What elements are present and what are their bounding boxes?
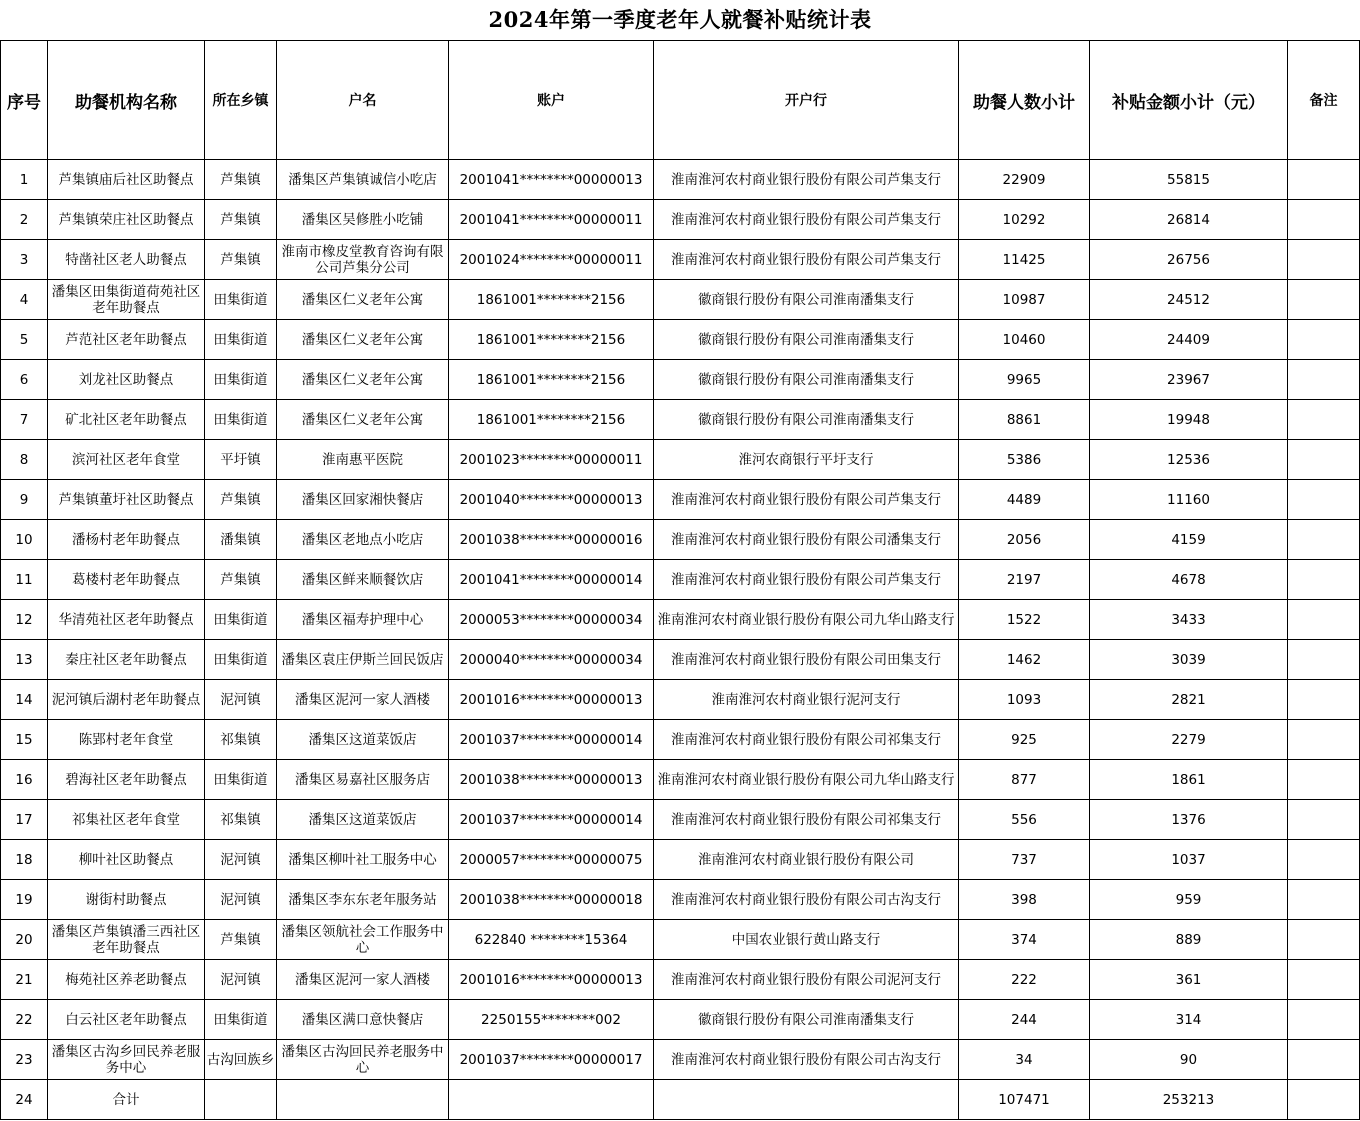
cell-bank — [654, 1080, 959, 1120]
cell-bank: 淮南淮河农村商业银行股份有限公司 — [654, 840, 959, 880]
cell-org: 秦庄社区老年助餐点 — [48, 640, 205, 680]
cell-bank: 淮河农商银行平圩支行 — [654, 440, 959, 480]
cell-people: 374 — [959, 920, 1090, 960]
cell-amount: 2821 — [1090, 680, 1288, 720]
cell-bank: 徽商银行股份有限公司淮南潘集支行 — [654, 360, 959, 400]
cell-people: 34 — [959, 1040, 1090, 1080]
header-org: 助餐机构名称 — [48, 41, 205, 160]
cell-remark — [1288, 840, 1360, 880]
cell-amount: 24512 — [1090, 280, 1288, 320]
cell-remark — [1288, 1040, 1360, 1080]
cell-remark — [1288, 800, 1360, 840]
cell-town: 泥河镇 — [205, 680, 277, 720]
cell-bank: 淮南淮河农村商业银行股份有限公司祁集支行 — [654, 800, 959, 840]
table-row — [1, 200, 1360, 240]
cell-people: 2197 — [959, 560, 1090, 600]
cell-org: 潘杨村老年助餐点 — [48, 520, 205, 560]
cell-org: 祁集社区老年食堂 — [48, 800, 205, 840]
cell-org: 芦集镇董圩社区助餐点 — [48, 480, 205, 520]
cell-amount: 26814 — [1090, 200, 1288, 240]
cell-town: 泥河镇 — [205, 840, 277, 880]
cell-org: 刘龙社区助餐点 — [48, 360, 205, 400]
cell-bank: 淮南淮河农村商业银行股份有限公司芦集支行 — [654, 160, 959, 200]
table-row — [1, 680, 1360, 720]
table-row — [1, 800, 1360, 840]
cell-account-name: 潘集区吴修胜小吃铺 — [277, 200, 449, 240]
cell-people: 4489 — [959, 480, 1090, 520]
cell-account: 2001038********00000013 — [449, 760, 654, 800]
cell-remark — [1288, 1000, 1360, 1040]
cell-amount: 1376 — [1090, 800, 1288, 840]
cell-account: 1861001********2156 — [449, 280, 654, 320]
cell-account — [449, 1080, 654, 1120]
cell-town: 田集街道 — [205, 1000, 277, 1040]
cell-town: 田集街道 — [205, 640, 277, 680]
cell-remark — [1288, 560, 1360, 600]
cell-account-name: 淮南市橡皮堂教育咨询有限公司芦集分公司 — [277, 240, 449, 280]
cell-account: 2000057********00000075 — [449, 840, 654, 880]
cell-seq: 20 — [1, 920, 48, 960]
cell-account-name: 潘集区易嘉社区服务店 — [277, 760, 449, 800]
cell-bank: 淮南淮河农村商业银行股份有限公司古沟支行 — [654, 1040, 959, 1080]
cell-bank: 中国农业银行黄山路支行 — [654, 920, 959, 960]
table-row — [1, 1080, 1360, 1120]
header-seq: 序号 — [1, 41, 48, 160]
cell-amount: 23967 — [1090, 360, 1288, 400]
cell-town — [205, 1080, 277, 1120]
table-row — [1, 400, 1360, 440]
table-row — [1, 360, 1360, 400]
cell-remark — [1288, 240, 1360, 280]
cell-bank: 淮南淮河农村商业银行股份有限公司九华山路支行 — [654, 760, 959, 800]
header-account-name: 户名 — [277, 41, 449, 160]
cell-seq: 3 — [1, 240, 48, 280]
cell-account: 2001023********00000011 — [449, 440, 654, 480]
cell-seq: 22 — [1, 1000, 48, 1040]
cell-remark — [1288, 200, 1360, 240]
cell-people: 5386 — [959, 440, 1090, 480]
cell-seq: 21 — [1, 960, 48, 1000]
table-row — [1, 920, 1360, 960]
cell-org: 芦集镇庙后社区助餐点 — [48, 160, 205, 200]
cell-seq: 13 — [1, 640, 48, 680]
cell-account-name: 潘集区满口意快餐店 — [277, 1000, 449, 1040]
table-row — [1, 1000, 1360, 1040]
table-row — [1, 480, 1360, 520]
cell-account: 622840 ********15364 — [449, 920, 654, 960]
cell-seq: 15 — [1, 720, 48, 760]
cell-seq: 5 — [1, 320, 48, 360]
cell-account: 2001038********00000018 — [449, 880, 654, 920]
cell-account-name: 潘集区仁义老年公寓 — [277, 360, 449, 400]
header-row — [1, 41, 1360, 160]
table-row — [1, 720, 1360, 760]
cell-account-name: 潘集区福寿护理中心 — [277, 600, 449, 640]
cell-remark — [1288, 600, 1360, 640]
cell-account-name: 潘集区回家湘快餐店 — [277, 480, 449, 520]
cell-people: 925 — [959, 720, 1090, 760]
subsidy-table — [0, 40, 1360, 1120]
table-row — [1, 600, 1360, 640]
cell-account: 1861001********2156 — [449, 360, 654, 400]
cell-bank: 徽商银行股份有限公司淮南潘集支行 — [654, 400, 959, 440]
cell-seq: 4 — [1, 280, 48, 320]
cell-amount: 26756 — [1090, 240, 1288, 280]
cell-account-name: 潘集区领航社会工作服务中心 — [277, 920, 449, 960]
table-row — [1, 240, 1360, 280]
cell-account-name: 潘集区这道菜饭店 — [277, 720, 449, 760]
cell-bank: 淮南淮河农村商业银行股份有限公司芦集支行 — [654, 560, 959, 600]
cell-amount: 2279 — [1090, 720, 1288, 760]
cell-org: 梅苑社区养老助餐点 — [48, 960, 205, 1000]
cell-town: 泥河镇 — [205, 960, 277, 1000]
cell-people: 22909 — [959, 160, 1090, 200]
cell-people: 1093 — [959, 680, 1090, 720]
cell-bank: 淮南淮河农村商业银行股份有限公司九华山路支行 — [654, 600, 959, 640]
cell-bank: 淮南淮河农村商业银行股份有限公司古沟支行 — [654, 880, 959, 920]
cell-remark — [1288, 1080, 1360, 1120]
cell-account: 2001041********00000014 — [449, 560, 654, 600]
cell-people: 1522 — [959, 600, 1090, 640]
cell-amount: 90 — [1090, 1040, 1288, 1080]
header-town: 所在乡镇 — [205, 41, 277, 160]
cell-people: 8861 — [959, 400, 1090, 440]
cell-seq: 18 — [1, 840, 48, 880]
cell-bank: 淮南淮河农村商业银行股份有限公司祁集支行 — [654, 720, 959, 760]
cell-town: 祁集镇 — [205, 720, 277, 760]
cell-account-name: 潘集区仁义老年公寓 — [277, 320, 449, 360]
cell-bank: 徽商银行股份有限公司淮南潘集支行 — [654, 1000, 959, 1040]
cell-remark — [1288, 640, 1360, 680]
cell-org: 葛楼村老年助餐点 — [48, 560, 205, 600]
cell-remark — [1288, 520, 1360, 560]
cell-town: 田集街道 — [205, 360, 277, 400]
cell-org: 泥河镇后湖村老年助餐点 — [48, 680, 205, 720]
cell-org: 特凿社区老人助餐点 — [48, 240, 205, 280]
cell-amount: 24409 — [1090, 320, 1288, 360]
cell-account: 2001040********00000013 — [449, 480, 654, 520]
cell-people: 11425 — [959, 240, 1090, 280]
cell-bank: 淮南淮河农村商业银行股份有限公司芦集支行 — [654, 240, 959, 280]
table-row — [1, 440, 1360, 480]
cell-remark — [1288, 920, 1360, 960]
table-row — [1, 160, 1360, 200]
header-amount: 补贴金额小计（元） — [1090, 41, 1288, 160]
cell-account-name: 潘集区袁庄伊斯兰回民饭店 — [277, 640, 449, 680]
cell-seq: 23 — [1, 1040, 48, 1080]
cell-town: 泥河镇 — [205, 880, 277, 920]
cell-account-name: 潘集区鲜来顺餐饮店 — [277, 560, 449, 600]
cell-people: 2056 — [959, 520, 1090, 560]
cell-seq: 24 — [1, 1080, 48, 1120]
cell-org: 合计 — [48, 1080, 205, 1120]
cell-bank: 淮南淮河农村商业银行股份有限公司泥河支行 — [654, 960, 959, 1000]
header-people: 助餐人数小计 — [959, 41, 1090, 160]
cell-org: 华清苑社区老年助餐点 — [48, 600, 205, 640]
table-row — [1, 640, 1360, 680]
cell-account-name: 潘集区老地点小吃店 — [277, 520, 449, 560]
cell-remark — [1288, 160, 1360, 200]
cell-remark — [1288, 760, 1360, 800]
cell-people: 244 — [959, 1000, 1090, 1040]
table-row — [1, 1040, 1360, 1080]
cell-amount: 1037 — [1090, 840, 1288, 880]
cell-people: 107471 — [959, 1080, 1090, 1120]
cell-account: 2250155********002 — [449, 1000, 654, 1040]
header-bank: 开户行 — [654, 41, 959, 160]
cell-org: 矿北社区老年助餐点 — [48, 400, 205, 440]
cell-town: 芦集镇 — [205, 480, 277, 520]
table-row — [1, 960, 1360, 1000]
cell-town: 芦集镇 — [205, 920, 277, 960]
cell-account: 2001037********00000014 — [449, 800, 654, 840]
cell-amount: 361 — [1090, 960, 1288, 1000]
cell-account: 2001041********00000011 — [449, 200, 654, 240]
cell-amount: 253213 — [1090, 1080, 1288, 1120]
cell-org: 柳叶社区助餐点 — [48, 840, 205, 880]
cell-people: 10460 — [959, 320, 1090, 360]
cell-amount: 55815 — [1090, 160, 1288, 200]
cell-account: 1861001********2156 — [449, 320, 654, 360]
cell-account-name: 潘集区仁义老年公寓 — [277, 400, 449, 440]
table-row — [1, 880, 1360, 920]
cell-town: 祁集镇 — [205, 800, 277, 840]
cell-people: 1462 — [959, 640, 1090, 680]
cell-seq: 6 — [1, 360, 48, 400]
cell-town: 田集街道 — [205, 280, 277, 320]
cell-amount: 4678 — [1090, 560, 1288, 600]
cell-people: 222 — [959, 960, 1090, 1000]
cell-account-name: 潘集区这道菜饭店 — [277, 800, 449, 840]
cell-account: 2001016********00000013 — [449, 680, 654, 720]
table-row — [1, 760, 1360, 800]
cell-seq: 11 — [1, 560, 48, 600]
cell-account-name: 潘集区泥河一家人酒楼 — [277, 960, 449, 1000]
cell-org: 芦集镇荣庄社区助餐点 — [48, 200, 205, 240]
cell-account: 2001037********00000017 — [449, 1040, 654, 1080]
cell-town: 芦集镇 — [205, 240, 277, 280]
table-row — [1, 520, 1360, 560]
cell-bank: 徽商银行股份有限公司淮南潘集支行 — [654, 280, 959, 320]
cell-amount: 11160 — [1090, 480, 1288, 520]
cell-org: 潘集区古沟乡回民养老服务中心 — [48, 1040, 205, 1080]
cell-town: 古沟回族乡 — [205, 1040, 277, 1080]
cell-seq: 17 — [1, 800, 48, 840]
cell-account: 2001038********00000016 — [449, 520, 654, 560]
cell-town: 平圩镇 — [205, 440, 277, 480]
cell-people: 10292 — [959, 200, 1090, 240]
table-row — [1, 560, 1360, 600]
cell-account-name: 潘集区柳叶社工服务中心 — [277, 840, 449, 880]
cell-org: 芦范社区老年助餐点 — [48, 320, 205, 360]
cell-people: 10987 — [959, 280, 1090, 320]
cell-town: 田集街道 — [205, 760, 277, 800]
cell-remark — [1288, 880, 1360, 920]
cell-seq: 7 — [1, 400, 48, 440]
cell-seq: 14 — [1, 680, 48, 720]
cell-people: 737 — [959, 840, 1090, 880]
cell-remark — [1288, 480, 1360, 520]
cell-account-name: 潘集区泥河一家人酒楼 — [277, 680, 449, 720]
cell-org: 陈郢村老年食堂 — [48, 720, 205, 760]
cell-account-name: 潘集区李东东老年服务站 — [277, 880, 449, 920]
header-remark: 备注 — [1288, 41, 1360, 160]
cell-remark — [1288, 440, 1360, 480]
cell-seq: 12 — [1, 600, 48, 640]
cell-amount: 889 — [1090, 920, 1288, 960]
cell-org: 白云社区老年助餐点 — [48, 1000, 205, 1040]
cell-account: 2001041********00000013 — [449, 160, 654, 200]
cell-amount: 19948 — [1090, 400, 1288, 440]
cell-org: 潘集区田集街道荷苑社区老年助餐点 — [48, 280, 205, 320]
cell-people: 556 — [959, 800, 1090, 840]
cell-amount: 3039 — [1090, 640, 1288, 680]
cell-org: 碧海社区老年助餐点 — [48, 760, 205, 800]
cell-seq: 9 — [1, 480, 48, 520]
cell-bank: 徽商银行股份有限公司淮南潘集支行 — [654, 320, 959, 360]
cell-seq: 2 — [1, 200, 48, 240]
cell-account-name: 淮南惠平医院 — [277, 440, 449, 480]
cell-remark — [1288, 320, 1360, 360]
cell-account-name — [277, 1080, 449, 1120]
cell-bank: 淮南淮河农村商业银行股份有限公司田集支行 — [654, 640, 959, 680]
cell-bank: 淮南淮河农村商业银行股份有限公司潘集支行 — [654, 520, 959, 560]
cell-account-name: 潘集区芦集镇诚信小吃店 — [277, 160, 449, 200]
cell-seq: 19 — [1, 880, 48, 920]
cell-remark — [1288, 960, 1360, 1000]
cell-town: 芦集镇 — [205, 200, 277, 240]
table-title: 2024年第一季度老年人就餐补贴统计表 — [488, 7, 872, 32]
cell-seq: 8 — [1, 440, 48, 480]
cell-account-name: 潘集区古沟回民养老服务中心 — [277, 1040, 449, 1080]
cell-remark — [1288, 400, 1360, 440]
table-row — [1, 320, 1360, 360]
cell-account: 1861001********2156 — [449, 400, 654, 440]
cell-people: 398 — [959, 880, 1090, 920]
table-row — [1, 840, 1360, 880]
cell-amount: 3433 — [1090, 600, 1288, 640]
cell-account: 2000053********00000034 — [449, 600, 654, 640]
table-row — [1, 280, 1360, 320]
cell-remark — [1288, 680, 1360, 720]
cell-seq: 16 — [1, 760, 48, 800]
cell-remark — [1288, 360, 1360, 400]
cell-town: 田集街道 — [205, 400, 277, 440]
cell-amount: 314 — [1090, 1000, 1288, 1040]
cell-seq: 1 — [1, 160, 48, 200]
cell-town: 田集街道 — [205, 600, 277, 640]
cell-org: 谢街村助餐点 — [48, 880, 205, 920]
cell-amount: 959 — [1090, 880, 1288, 920]
cell-account: 2001016********00000013 — [449, 960, 654, 1000]
cell-bank: 淮南淮河农村商业银行股份有限公司芦集支行 — [654, 480, 959, 520]
cell-account-name: 潘集区仁义老年公寓 — [277, 280, 449, 320]
cell-amount: 4159 — [1090, 520, 1288, 560]
cell-amount: 12536 — [1090, 440, 1288, 480]
cell-remark — [1288, 720, 1360, 760]
cell-bank: 淮南淮河农村商业银行股份有限公司芦集支行 — [654, 200, 959, 240]
cell-town: 田集街道 — [205, 320, 277, 360]
header-account: 账户 — [449, 41, 654, 160]
cell-town: 芦集镇 — [205, 160, 277, 200]
cell-people: 877 — [959, 760, 1090, 800]
cell-account: 2001024********00000011 — [449, 240, 654, 280]
cell-org: 潘集区芦集镇潘三西社区老年助餐点 — [48, 920, 205, 960]
cell-bank: 淮南淮河农村商业银行泥河支行 — [654, 680, 959, 720]
cell-account: 2001037********00000014 — [449, 720, 654, 760]
cell-remark — [1288, 280, 1360, 320]
cell-seq: 10 — [1, 520, 48, 560]
cell-account: 2000040********00000034 — [449, 640, 654, 680]
cell-people: 9965 — [959, 360, 1090, 400]
cell-amount: 1861 — [1090, 760, 1288, 800]
cell-org: 滨河社区老年食堂 — [48, 440, 205, 480]
cell-town: 潘集镇 — [205, 520, 277, 560]
cell-town: 芦集镇 — [205, 560, 277, 600]
